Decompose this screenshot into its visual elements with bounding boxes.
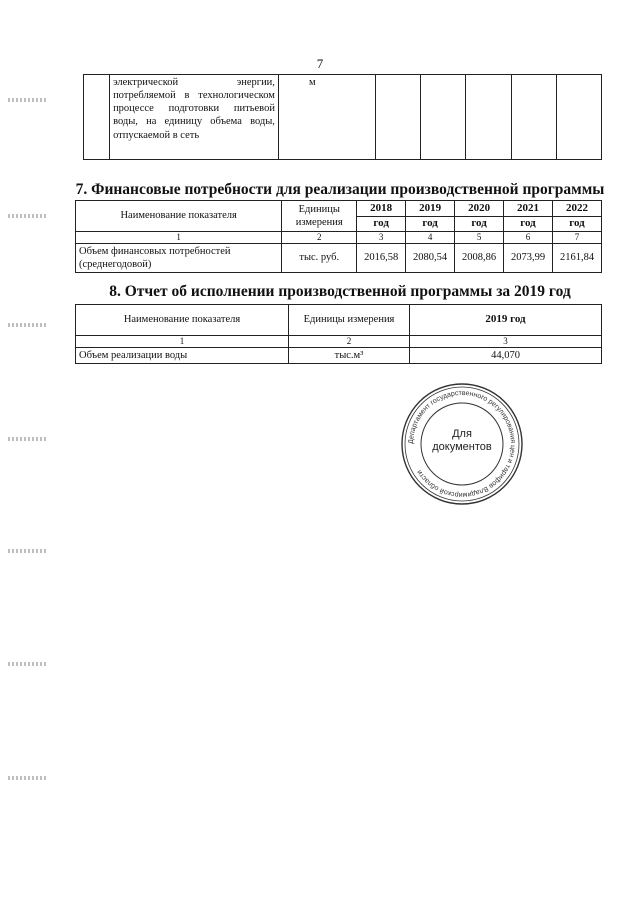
stamp-inner-text [400, 428, 524, 453]
header-name: Наименование показателя [76, 201, 282, 232]
row-value: 2080,54 [406, 243, 455, 272]
row-value: 2016,58 [357, 243, 406, 272]
margin-mark [8, 323, 46, 327]
year-suffix: год [357, 216, 405, 230]
row-name: Объем финансовых потребностей (среднегодовой) [76, 243, 282, 272]
year-suffix: год [406, 216, 454, 230]
year-suffix: год [504, 216, 552, 230]
margin-mark [8, 437, 46, 441]
row-value: 2161,84 [553, 243, 602, 272]
year-label: 2022 [566, 202, 588, 214]
header-year: 2019 год [410, 305, 602, 336]
margin-mark [8, 98, 46, 102]
header-year [553, 201, 602, 232]
year-label: 2018 [370, 202, 393, 214]
column-number: 4 [406, 231, 455, 243]
column-number: 7 [553, 231, 602, 243]
header-name: Наименование показателя [76, 305, 289, 336]
table-cell [556, 75, 601, 160]
stamp-line2: документов [432, 440, 492, 453]
year-label: 2021 [517, 202, 540, 214]
row-unit: тыс. руб. [282, 243, 357, 272]
financial-needs-table [75, 200, 602, 273]
header-year [406, 201, 455, 232]
table-cell [421, 75, 466, 160]
row-unit: тыс.м³ [289, 348, 410, 364]
column-number: 1 [76, 336, 289, 348]
column-number: 2 [289, 336, 410, 348]
table-cell [511, 75, 556, 160]
row-value: 44,070 [410, 348, 602, 364]
column-number: 3 [410, 336, 602, 348]
margin-mark [8, 662, 46, 666]
header-unit: Единицы измерения [289, 305, 410, 336]
header-unit: Единицы измерения [282, 201, 357, 232]
stamp-ring-text: Департамент государственного регулирования цен и тарифов Владимирской области [407, 389, 517, 499]
column-number: 1 [76, 231, 282, 243]
column-number: 3 [357, 231, 406, 243]
continuation-table [83, 74, 602, 160]
header-year [455, 201, 504, 232]
row-name: Объем реализации воды [76, 348, 289, 364]
table-cell [84, 75, 110, 160]
column-number: 2 [282, 231, 357, 243]
section7-heading: 7. Финансовые потребности для реализации производственной программы [75, 181, 605, 198]
stamp-line1: Для [452, 428, 472, 440]
year-suffix: год [455, 216, 503, 230]
row-value: 2008,86 [455, 243, 504, 272]
table-cell [466, 75, 511, 160]
header-year [504, 201, 553, 232]
margin-mark [8, 214, 46, 218]
year-suffix: год [553, 216, 601, 230]
unit-cell: м [278, 75, 375, 160]
header-year [357, 201, 406, 232]
column-number: 5 [455, 231, 504, 243]
margin-mark [8, 776, 46, 780]
margin-mark [8, 549, 46, 553]
column-number: 6 [504, 231, 553, 243]
year-label: 2020 [468, 202, 491, 214]
program-report-table [75, 304, 602, 364]
page-number: 7 [316, 56, 324, 71]
year-label: 2019 [419, 202, 442, 214]
section8-heading: 8. Отчет об исполнении производственной программы за 2019 год [109, 283, 571, 300]
indicator-name-cell: электрической энергии, потребляемой в технологическом процессе подготовки питьевой воды, на единицу объема воды, отпускаемой в сеть [110, 75, 279, 160]
table-cell [376, 75, 421, 160]
row-value: 2073,99 [504, 243, 553, 272]
